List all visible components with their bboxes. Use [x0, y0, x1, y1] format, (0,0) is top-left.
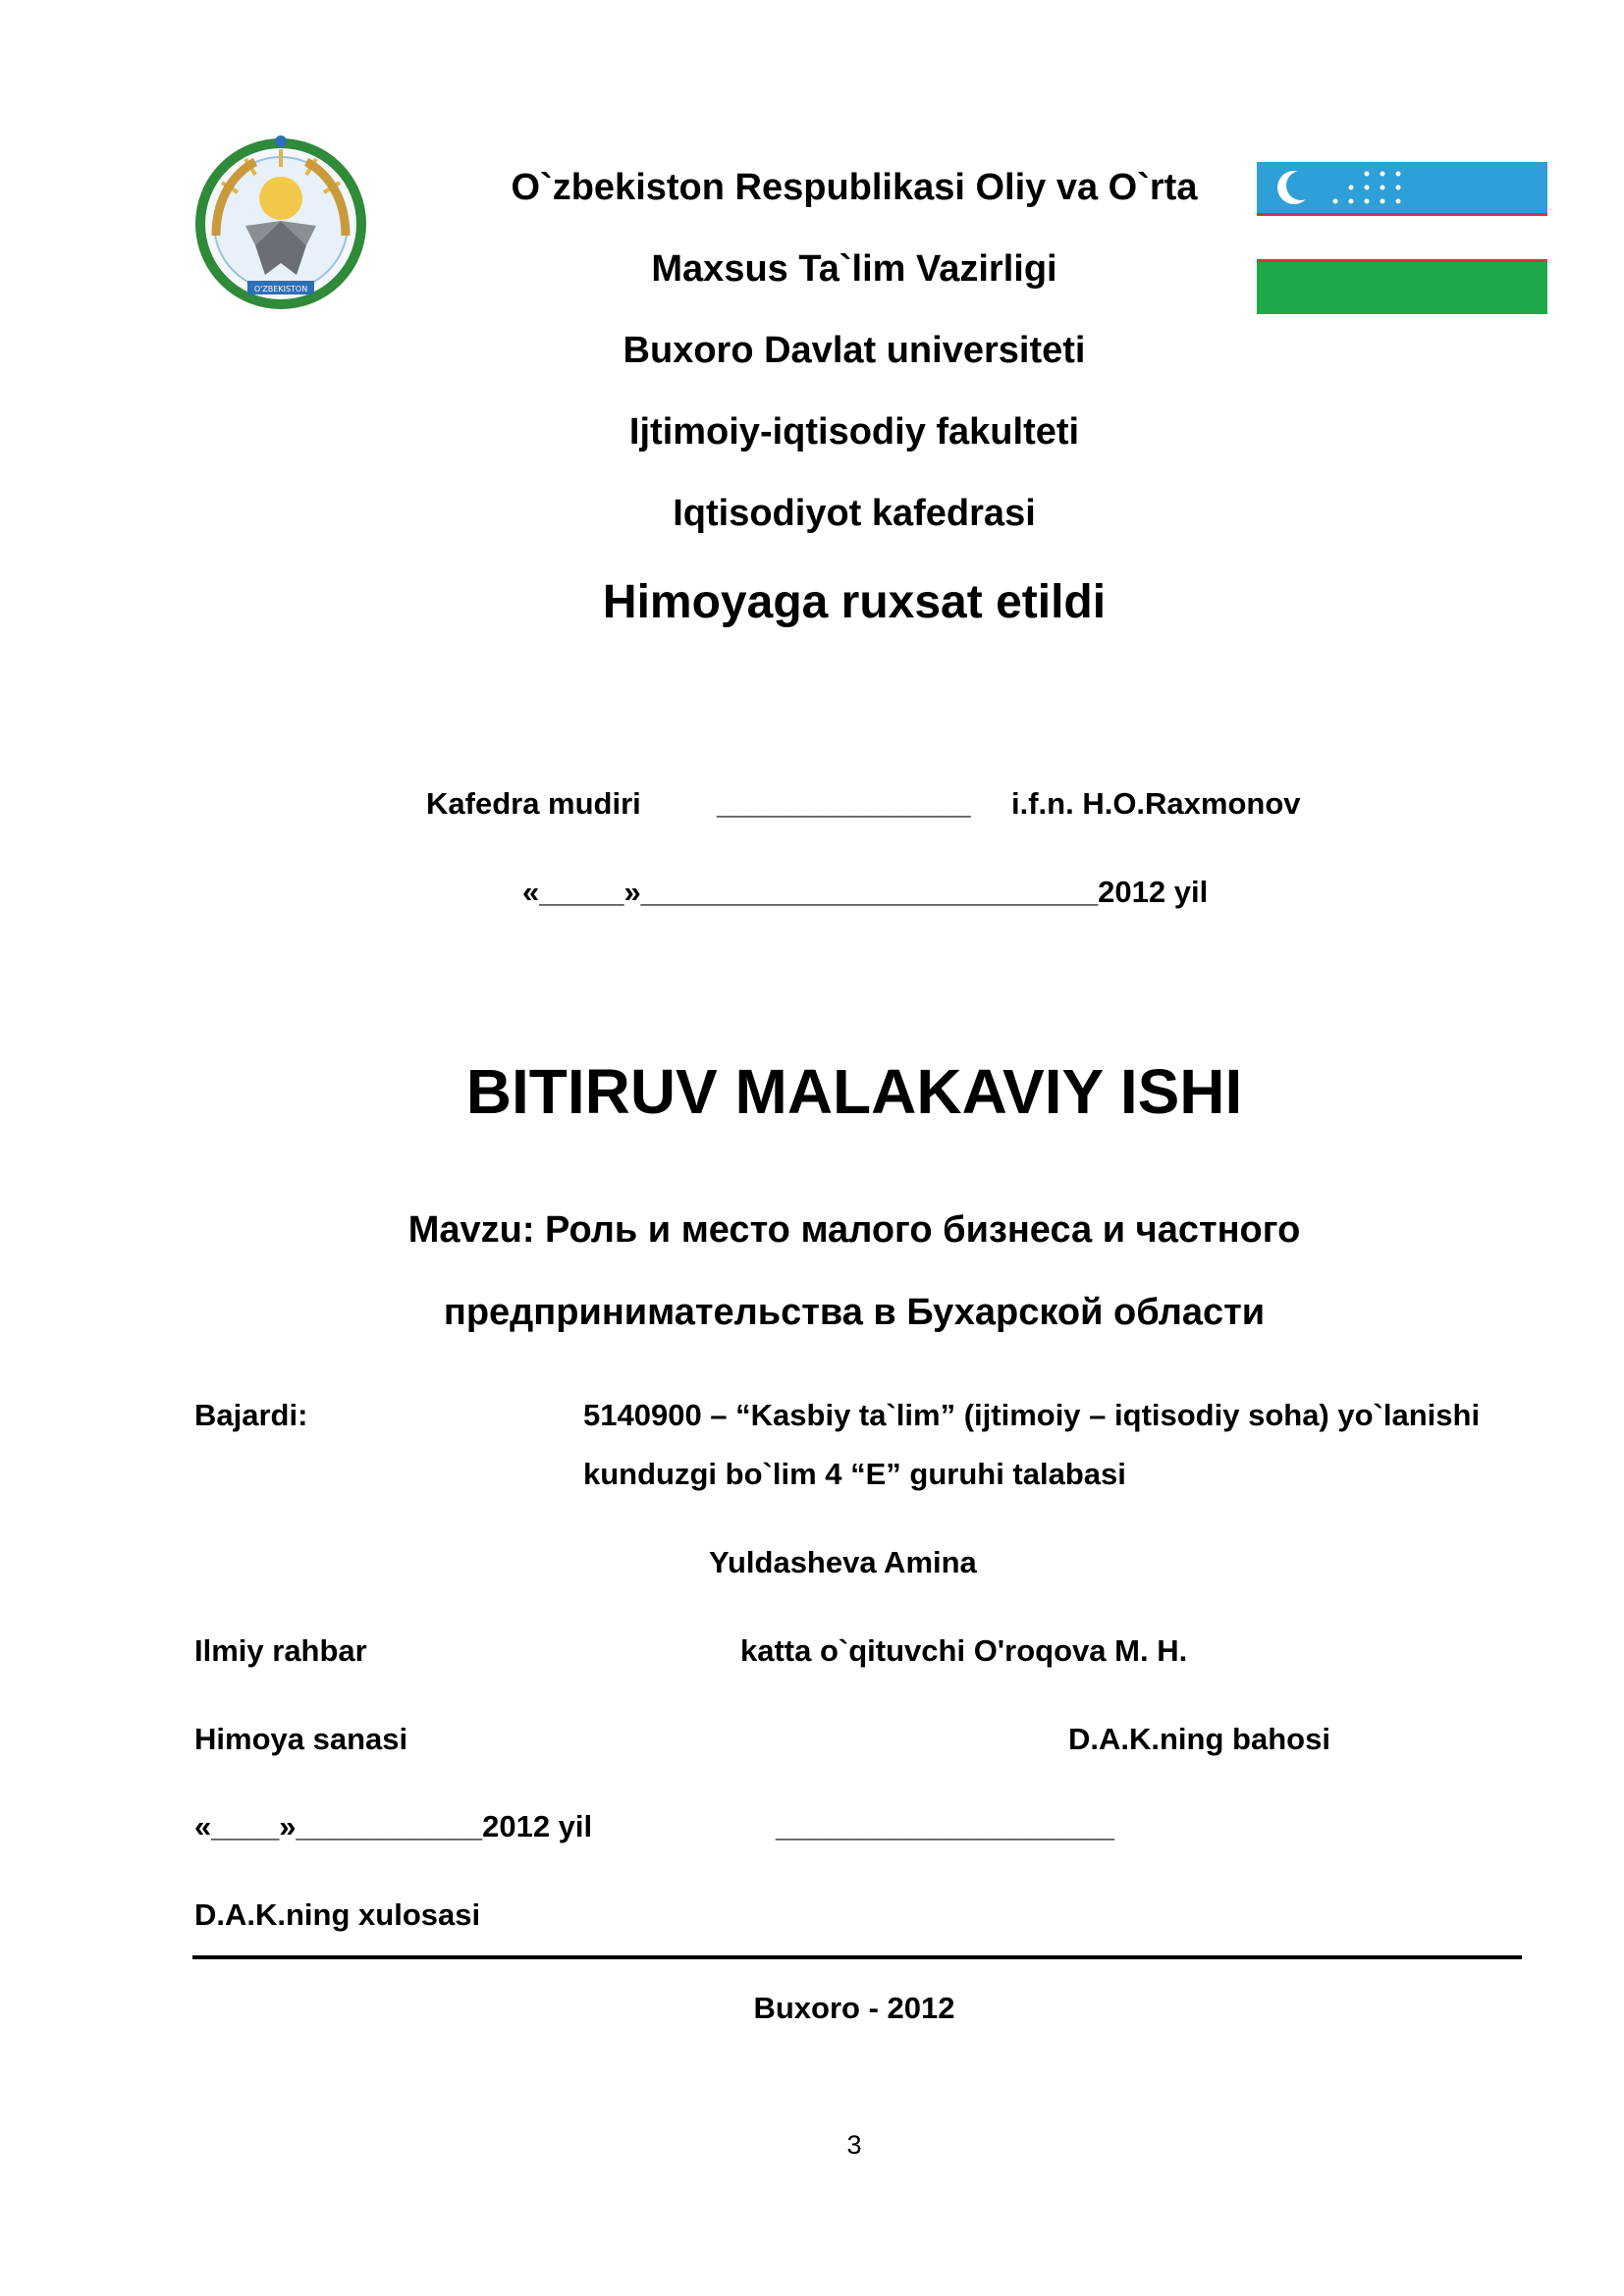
dak-conclusion-label: D.A.K.ning xulosasi: [194, 1897, 481, 1932]
topic-line-2: предпринимательства в Бухарской области: [443, 1292, 1266, 1333]
program-line-1: 5140900 – “Kasbiy ta`lim” (ijtimoiy – iqtisodiy soha) yo`lanishi: [583, 1398, 1481, 1432]
page-number: 3: [846, 2130, 862, 2160]
student-name: Yuldasheva Amina: [709, 1545, 977, 1579]
department-head-name: i.f.n. H.O.Raxmonov: [1011, 786, 1301, 821]
defense-date-label: Himoya sanasi: [194, 1722, 408, 1756]
advisor-label: Ilmiy rahbar: [194, 1633, 367, 1668]
emblem-ribbon-text: O'ZBEKISTON: [253, 285, 308, 294]
university-name: Buxoro Davlat universiteti: [623, 330, 1086, 371]
faculty-name: Ijtimoiy-iqtisodiy fakulteti: [628, 411, 1080, 453]
program-line-2: kunduzgi bo`lim 4 “E” guruhi talabasi: [583, 1457, 1126, 1491]
dak-grade-label: D.A.K.ning bahosi: [1068, 1722, 1330, 1756]
city-year: Buxoro - 2012: [753, 1991, 955, 2025]
ministry-line-1: O`zbekiston Respublikasi Oliy va O`rta: [511, 167, 1198, 208]
grade-blank-line: ____________________: [776, 1809, 1114, 1843]
ministry-line-2: Maxsus Ta`lim Vazirligi: [651, 248, 1057, 290]
advisor-name: katta o`qituvchi O'roqova M. H.: [740, 1633, 1188, 1668]
department-name: Iqtisodiyot kafedrasi: [673, 493, 1036, 534]
approval-heading: Himoyaga ruxsat etildi: [602, 576, 1107, 628]
document-title: BITIRUV MALAKAVIY ISHI: [465, 1056, 1243, 1127]
defense-date-line: «____»___________2012 yil: [194, 1809, 593, 1843]
done-by-label: Bajardi:: [194, 1398, 308, 1432]
conclusion-underline: [192, 1955, 1522, 1959]
department-head-label: Kafedra mudiri: [426, 786, 641, 821]
topic-line-1: Mavzu: Роль и место малого бизнеса и частного: [407, 1209, 1301, 1251]
approval-date-line: «_____»___________________________2012 yil: [522, 875, 1209, 909]
department-head-signature-line: _______________: [717, 786, 971, 821]
